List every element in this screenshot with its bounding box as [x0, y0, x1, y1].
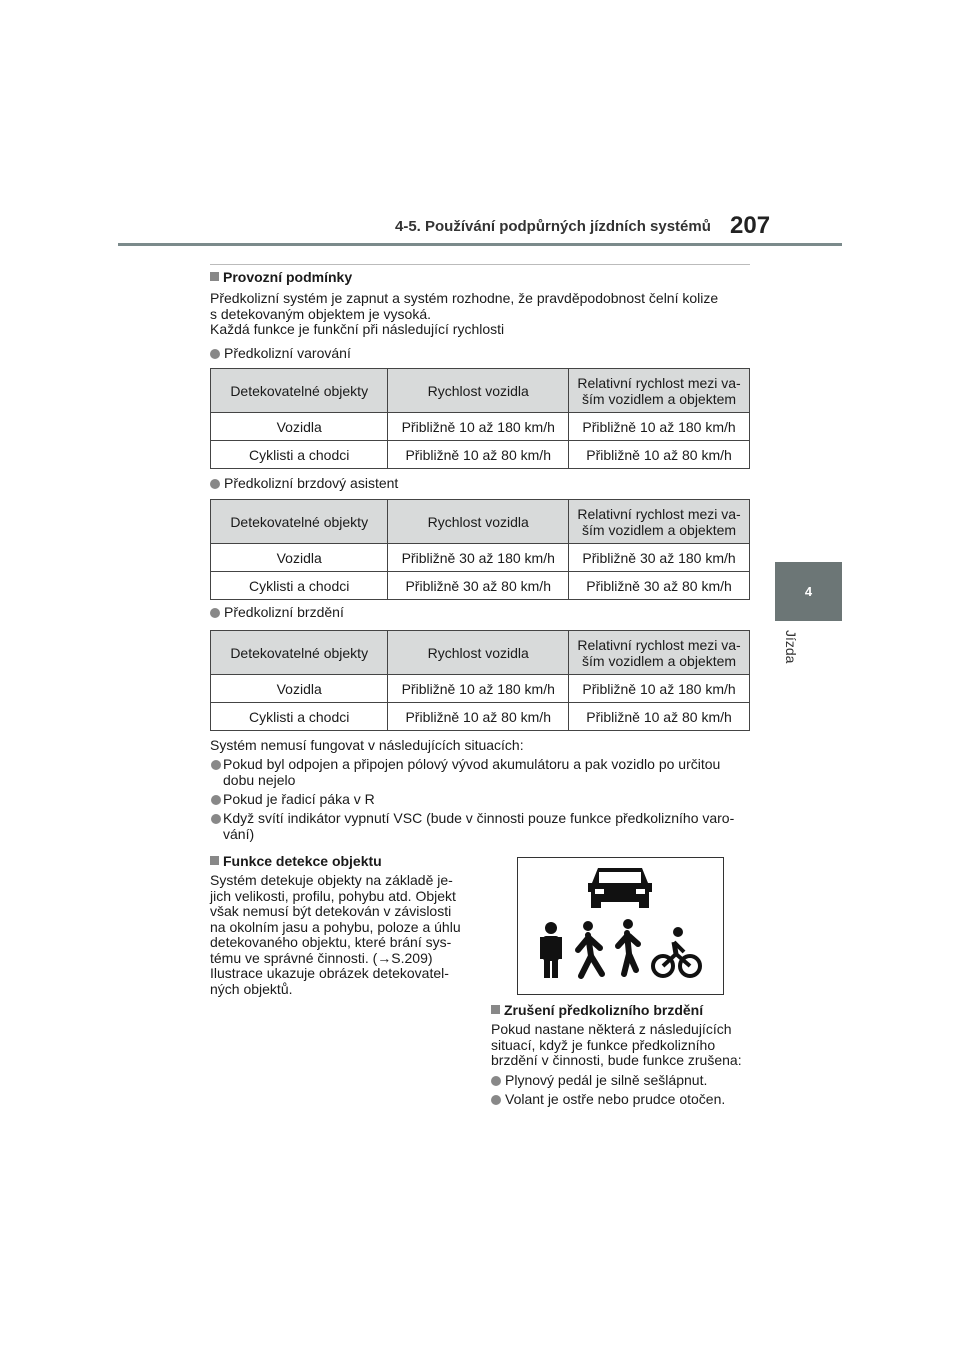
header-cell: Relativní rychlost mezi va- ším vozidlem a objektem — [569, 369, 750, 413]
dot-bullet-icon — [491, 1076, 501, 1086]
table-header-row — [211, 500, 750, 544]
header-cell: Rychlost vozidla — [388, 500, 569, 544]
chapter-label: Jízda — [783, 630, 799, 664]
dot-bullet-icon — [211, 814, 221, 824]
square-bullet-icon — [491, 1005, 500, 1014]
table-cell: Přibližně 10 až 80 km/h — [388, 441, 569, 469]
label-pre-collision-warning: Předkolizní varování — [210, 346, 351, 362]
speed-table-warning — [210, 368, 750, 469]
table-cell: Vozidla — [211, 544, 388, 572]
table-cell: Vozidla — [211, 675, 388, 703]
table-cell: Přibližně 10 až 180 km/h — [569, 675, 750, 703]
intro-text: Předkolizní systém je zapnut a systém rozhodne, že pravděpodobnost čelní kolize s detekovaným objektem je vysoká. Každá funkce je funkční při následující rychlosti — [210, 290, 719, 337]
page-number: 207 — [730, 212, 771, 239]
list-item: Pokud byl odpojen a připojen pólový vývod akumulátoru a pak vozidlo po určitou dobu nejelo — [223, 756, 721, 788]
heading-operating-conditions: Provozní podmínky — [210, 269, 352, 285]
dot-bullet-icon — [211, 760, 221, 770]
dot-bullet-icon — [210, 479, 220, 489]
table-cell: Přibližně 30 až 80 km/h — [569, 572, 750, 600]
dot-bullet-icon — [210, 608, 220, 618]
header-cell: Rychlost vozidla — [388, 369, 569, 413]
pedestrian-standing-icon — [540, 922, 562, 978]
list-item: Volant je ostře nebo prudce otočen. — [491, 1092, 725, 1108]
table-cell: Přibližně 30 až 180 km/h — [388, 544, 569, 572]
object-detection-text: Systém detekuje objekty na základě je- jich velikosti, profilu, pohybu atd. Objekt však nemusí být detekován v závislosti na okolním jasu a pohybu, poloze a úhlu detekovaného objektu, které brání sys- tému ve správné činnosti. (→S.209) Ilustrace ukazuje obrázek detekovatel- ných objektů. — [210, 872, 461, 997]
table-cell: Vozidla — [211, 413, 388, 441]
dot-bullet-icon — [491, 1095, 501, 1105]
header-rule — [118, 243, 842, 246]
speed-table-braking — [210, 630, 750, 731]
table-cell: Přibližně 10 až 80 km/h — [569, 441, 750, 469]
heading-object-detection: Funkce detekce objektu — [210, 853, 382, 869]
square-bullet-icon — [210, 272, 219, 281]
table-cell: Přibližně 10 až 180 km/h — [388, 675, 569, 703]
table-cell: Cyklisti a chodci — [211, 441, 388, 469]
table-row — [211, 703, 750, 731]
section-title: 4-5. Používání podpůrných jízdních systémů — [395, 218, 711, 235]
table-header-row — [211, 369, 750, 413]
dot-bullet-icon — [211, 795, 221, 805]
table-row — [211, 441, 750, 469]
pedestrian-walking-icon — [578, 921, 602, 976]
header-cell: Rychlost vozidla — [388, 631, 569, 675]
table-cell: Přibližně 30 až 180 km/h — [569, 544, 750, 572]
table-row — [211, 413, 750, 441]
may-not-work-intro: Systém nemusí fungovat v následujících situacích: — [210, 737, 524, 753]
pedestrian-crossing-icon — [618, 919, 638, 974]
label-pre-collision-brake-assist: Předkolizní brzdový asistent — [210, 476, 398, 492]
table-header-row — [211, 631, 750, 675]
table-cell: Přibližně 10 až 80 km/h — [388, 703, 569, 731]
cancel-braking-text: Pokud nastane některá z následujících situací, když je funkce předkolizního brzdění v činnosti, bude funkce zrušena: — [491, 1021, 742, 1068]
cyclist-icon — [653, 927, 700, 976]
table-cell: Cyklisti a chodci — [211, 703, 388, 731]
table-cell: Přibližně 10 až 180 km/h — [569, 413, 750, 441]
dot-bullet-icon — [210, 349, 220, 359]
chapter-tab: 4 — [775, 562, 842, 621]
heading-cancel-braking: Zrušení předkolizního brzdění — [491, 1002, 703, 1018]
label-pre-collision-braking: Předkolizní brzdění — [210, 605, 344, 621]
car-icon — [588, 868, 652, 908]
table-row — [211, 675, 750, 703]
speed-table-brake-assist — [210, 499, 750, 600]
section-divider — [210, 264, 750, 265]
list-item: Když svítí indikátor vypnutí VSC (bude v činnosti pouze funkce předkolizního varo- vání) — [223, 810, 735, 842]
detectable-objects-illustration — [517, 857, 724, 995]
list-item: Pokud je řadicí páka v R — [223, 791, 375, 807]
table-row — [211, 572, 750, 600]
table-cell: Přibližně 10 až 180 km/h — [388, 413, 569, 441]
table-cell: Přibližně 30 až 80 km/h — [388, 572, 569, 600]
table-cell: Přibližně 10 až 80 km/h — [569, 703, 750, 731]
illustration-svg — [518, 858, 723, 994]
header-cell: Relativní rychlost mezi va- ším vozidlem a objektem — [569, 631, 750, 675]
header-cell: Detekovatelné objekty — [211, 500, 388, 544]
header-cell: Relativní rychlost mezi va- ším vozidlem a objektem — [569, 500, 750, 544]
list-item: Plynový pedál je silně sešlápnut. — [491, 1073, 707, 1089]
table-cell: Cyklisti a chodci — [211, 572, 388, 600]
header-cell: Detekovatelné objekty — [211, 369, 388, 413]
header-cell: Detekovatelné objekty — [211, 631, 388, 675]
table-row — [211, 544, 750, 572]
square-bullet-icon — [210, 856, 219, 865]
